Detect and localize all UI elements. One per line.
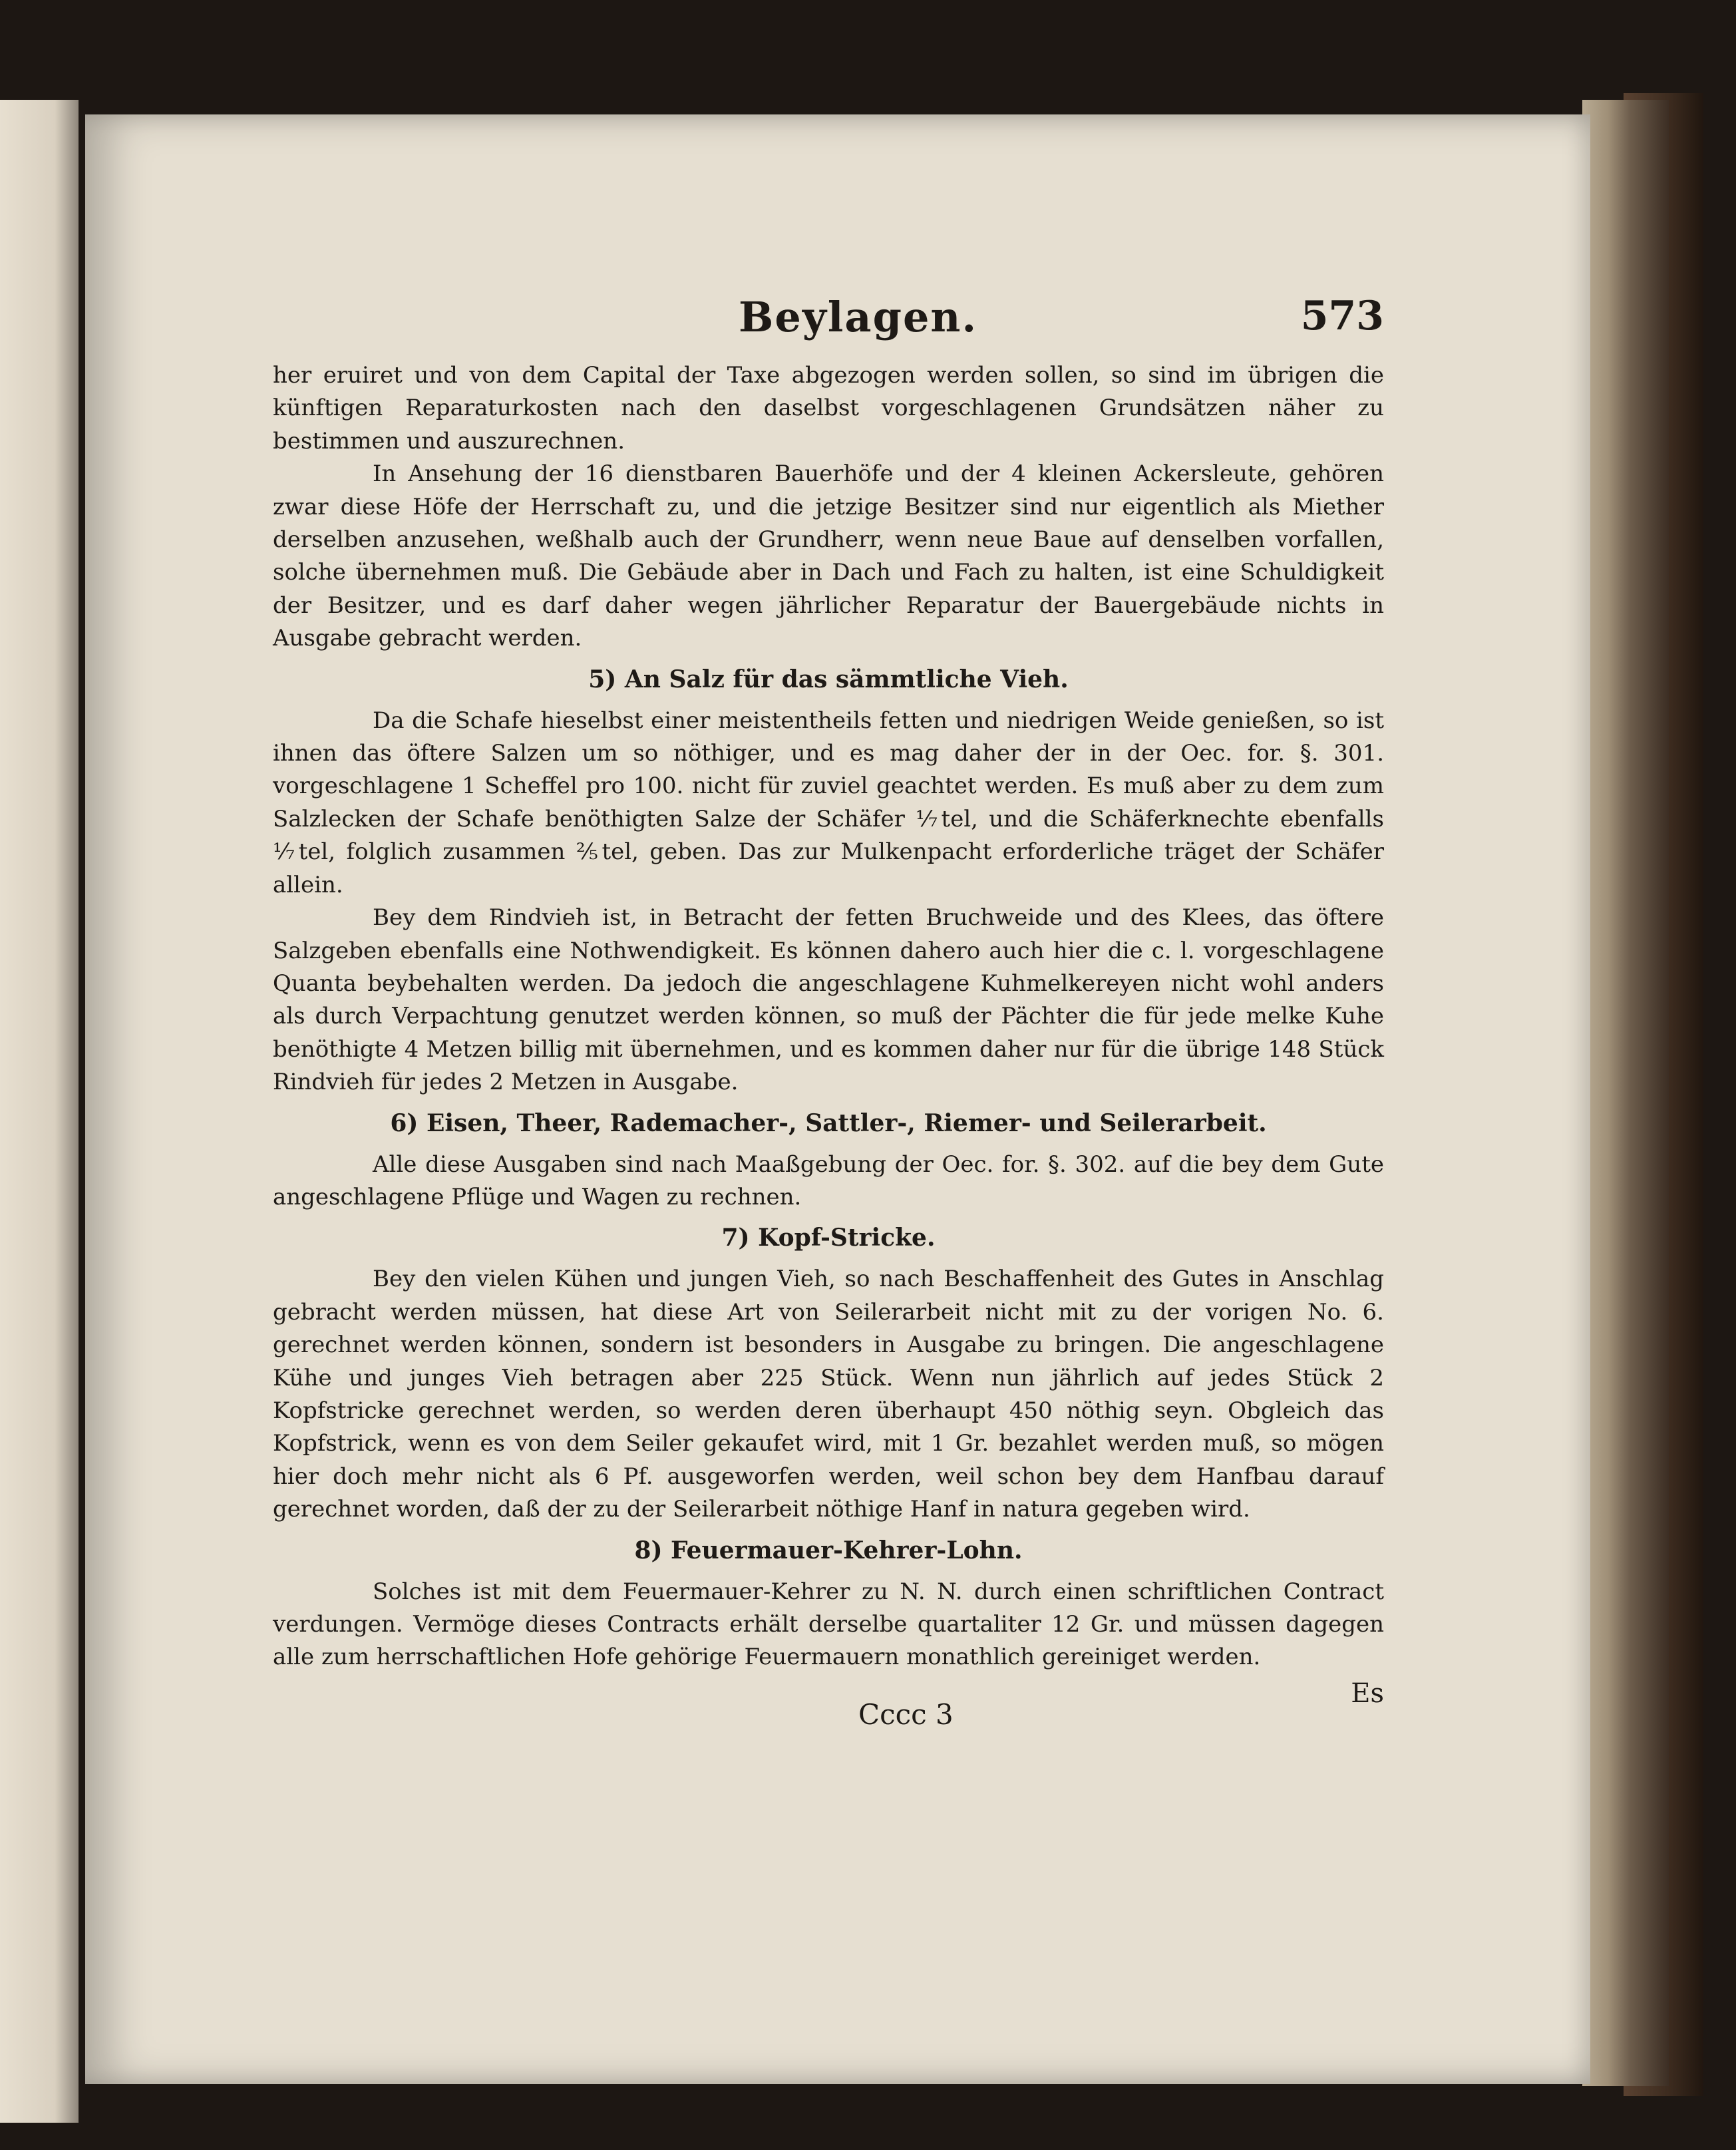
page-text bbox=[273, 293, 1384, 1751]
paragraph-rindvieh: Bey dem Rindvieh ist, in Betracht der fetten Bruchweide und des Klees, das öftere Salzgeben ebenfalls eine Nothwendigkeit. Es können dahero auch hier die c. l. vorgeschlagene Quanta beybehalten werden. Da jedoch die angeschlagene Kuhmelkereyen nicht wohl anders als durch Verpachtung genutzet werden können, so muß der Pächter die für jede melke Kuhe benöthigte 4 Metzen billig mit übernehmen, und es kommen daher nur für die übrige 148 Stück Rindvieh für jedes 2 Metzen in Ausgabe. bbox=[273, 904, 1384, 1096]
catchword: Es bbox=[1351, 1678, 1384, 1709]
paragraph-schafe: Da die Schafe hieselbst einer meistentheils fetten und niedrigen Weide genießen, so ist ihnen das öftere Salzen um so nöthiger, und es mag daher der in der Oec. for. §. 301. vorgeschlagene 1 Scheffel pro 100. nicht für zuviel geachtet werden. Es muß aber zu dem zum Salzlecken der Schafe benöthigten Salze der Schäfer ⅐tel, und die Schäferknechte ebenfalls ⅐tel, folglich zusammen ⅖tel, geben. Das zur Mulkenpacht erforderliche träget der Schäfer allein. bbox=[273, 707, 1384, 898]
page-stack-edge bbox=[1582, 100, 1669, 2086]
paragraph-ausgaben: Alle diese Ausgaben sind nach Maaßgebung der Oec. for. §. 302. auf die bey dem Gute angeschlagene Pflüge und Wagen zu rechnen. bbox=[273, 1151, 1384, 1210]
paragraph-kopfstricke: Bey den vielen Kühen und jungen Vieh, so nach Beschaffenheit des Gutes in Anschlag gebracht werden müssen, hat diese Art von Seilerarbeit nicht mit zu der vorigen No. 6. gerechnet werden können, sondern ist besonders in Ausgabe zu bringen. Die angeschlagene Kühe und junges Vieh betragen aber 225 Stück. Wenn nun jährlich auf jedes Stück 2 Kopfstricke gerechnet werden, so werden deren überhaupt 450 nöthig seyn. Obgleich das Kopfstrick, wenn es von dem Seiler gekaufet wird, mit 1 Gr. bezahlet werden muß, so mögen hier doch mehr nicht als 6 Pf. ausgeworfen werden, weil schon bey dem Hanfbau darauf gerechnet worden, daß der zu der Seilerarbeit nöthige Hanf in natura gegeben wird. bbox=[273, 1266, 1384, 1523]
page-number: 573 bbox=[1300, 293, 1384, 339]
running-head: Beylagen. bbox=[739, 293, 978, 341]
paragraph-feuermauer: Solches ist mit dem Feuermauer-Kehrer zu N. N. durch einen schriftlichen Contract verdungen. Vermöge dieses Contracts erhält derselbe quartaliter 12 Gr. und müssen dagegen alle zum herrschaftlichen Hofe gehörige Feuermauern monathlich gereiniget werden. bbox=[273, 1578, 1384, 1671]
section-heading-salz: 5) An Salz für das sämmtliche Vieh. bbox=[588, 665, 1069, 693]
page-header bbox=[273, 293, 1384, 359]
section-heading-feuermauer: 8) Feuermauer-Kehrer-Lohn. bbox=[634, 1536, 1023, 1564]
paragraph-bauerhoefe: In Ansehung der 16 dienstbaren Bauerhöfe und der 4 kleinen Ackersleute, gehören zwar diese Höfe der Herrschaft zu, und die jetzige Besitzer sind nur eigentlich als Miether derselben anzusehen, weßhalb auch der Grundherr, wenn neue Baue auf denselben vorfallen, solche übernehmen muß. Die Gebäude aber in Dach und Fach zu halten, ist eine Schuldigkeit der Besitzer, und es darf daher wegen jährlicher Reparatur der Bauergebäude nichts in Ausgabe gebracht werden. bbox=[273, 460, 1384, 652]
paragraph-continuation: her eruiret und von dem Capital der Taxe abgezogen werden sollen, so sind im übrigen die künftigen Reparaturkosten nach den daselbst vorgeschlagenen Grundsätzen näher zu bestimmen und auszurechnen. bbox=[273, 362, 1384, 454]
facing-page-edge bbox=[0, 100, 79, 2123]
section-heading-kopfstricke: 7) Kopf-Stricke. bbox=[721, 1224, 936, 1252]
section-heading-eisen: 6) Eisen, Theer, Rademacher-, Sattler-, Riemer- und Seilerarbeit. bbox=[390, 1109, 1267, 1137]
signature-mark: Cccc 3 bbox=[858, 1698, 954, 1731]
page-footer bbox=[273, 1678, 1384, 1751]
